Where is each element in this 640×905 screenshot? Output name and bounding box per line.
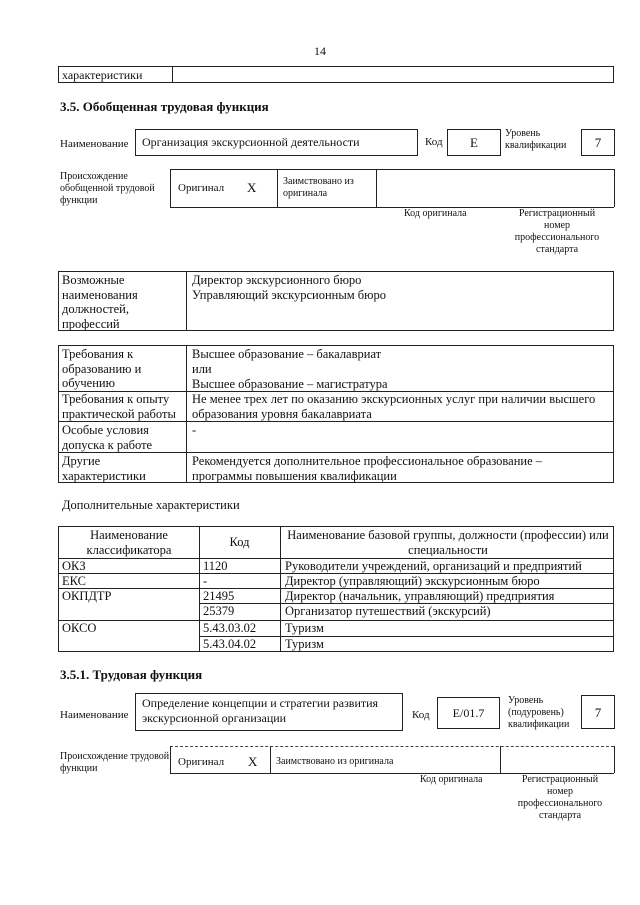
header-classifier: Наименование классификатора (86, 528, 172, 557)
origin-mid-line (270, 746, 271, 773)
borrowed-label: Заимствовано из оригинала (283, 176, 354, 199)
divider (186, 271, 187, 331)
row-line (58, 620, 614, 621)
requirement-line: Высшее образование – бакалавриат (192, 347, 382, 361)
requirement-label: Требования к опыту практической работы (62, 392, 176, 421)
origin-right-line (614, 746, 615, 773)
code-original-label: Код оригинала (420, 774, 483, 785)
origin-label: Происхождение обобщенной трудовой функции (60, 171, 155, 206)
requirement-line: - (192, 423, 197, 437)
original-mark: X (247, 180, 257, 195)
function-name: Организация экскурсионной деятельности (142, 135, 360, 149)
code-original-label: Код оригинала (404, 208, 467, 219)
requirement-line: образования уровня бакалавриата (192, 407, 372, 421)
requirement-label: Особые условия допуска к работе (62, 423, 153, 452)
code-label: Код (412, 709, 430, 721)
requirement-line: программы повышения квалификации (192, 469, 397, 483)
row-line (199, 636, 614, 637)
classifier-cell: ЕКС (62, 574, 86, 588)
name-label: Наименование (60, 709, 129, 721)
origin-top-line (170, 746, 614, 747)
origin-right-line (614, 169, 615, 207)
level-label: Уровень (подуровень) квалификации (508, 695, 570, 730)
function-name-line: Определение концепции и стратегии развития (142, 696, 379, 710)
requirement-line: или (192, 362, 212, 376)
level-value: 7 (594, 135, 602, 150)
additional-title: Дополнительные характеристики (62, 498, 240, 512)
name-cell: Руководители учреждений, организаций и предприятий (285, 559, 582, 573)
original-label: Оригинал (178, 756, 225, 768)
name-cell: Туризм (285, 621, 324, 635)
origin-left-line (170, 746, 171, 773)
positions-label: Возможные наименования должностей, профессий (62, 273, 138, 331)
code-value: E/01.7 (452, 706, 485, 720)
header-code: Код (229, 535, 250, 549)
name-cell: Директор (начальник, управляющий) предприятия (285, 589, 555, 603)
code-cell: - (203, 574, 208, 588)
origin-left-line (170, 169, 171, 207)
code-cell: 21495 (203, 589, 235, 603)
header-name: Наименование базовой группы, должности (профессии) или специальности (287, 528, 609, 557)
origin-mid-line (500, 746, 501, 773)
code-cell: 1120 (203, 559, 228, 573)
position-line: Директор экскурсионного бюро (192, 273, 362, 287)
divider (172, 66, 173, 83)
original-label: Оригинал (178, 182, 225, 194)
section-heading: 3.5. Обобщенная трудовая функция (60, 99, 269, 114)
name-cell: Организатор путешествий (экскурсий) (285, 604, 491, 618)
origin-mid-line (277, 169, 278, 207)
level-value: 7 (594, 705, 602, 720)
origin-top-line (170, 169, 614, 170)
top-fragment-label: характеристики (62, 68, 143, 82)
original-mark: X (248, 754, 258, 769)
function-name-line: экскурсионной организации (142, 711, 287, 725)
reg-number-label: Регистрационный номер профессионального стандарта (517, 774, 603, 821)
origin-mid-line (376, 169, 377, 207)
classifier-cell: ОКПДТР (62, 589, 112, 603)
origin-label: Происхождение трудовой функции (60, 751, 170, 774)
divider (280, 526, 281, 652)
code-cell: 5.43.04.02 (203, 637, 257, 651)
classifier-cell: ОКСО (62, 621, 97, 635)
requirement-label: Другие характеристики (62, 454, 146, 483)
reg-number-label: Регистрационный номер профессионального стандарта (514, 208, 600, 255)
row-line (58, 452, 614, 453)
code-cell: 25379 (203, 604, 235, 618)
code-label: Код (425, 136, 443, 148)
page-number: 14 (314, 44, 326, 58)
name-cell: Туризм (285, 637, 324, 651)
position-line: Управляющий экскурсионным бюро (192, 288, 387, 302)
requirement-label: Требования к образованию и обучению (62, 347, 142, 390)
name-label: Наименование (60, 138, 129, 150)
classifier-cell: ОКЗ (62, 559, 86, 573)
borrowed-label: Заимствовано из оригинала (276, 756, 394, 767)
name-cell: Директор (управляющий) экскурсионным бюро (285, 574, 540, 588)
divider (186, 345, 187, 483)
requirement-line: Не менее трех лет по оказанию экскурсионных услуг при наличии высшего (192, 392, 596, 406)
code-cell: 5.43.03.02 (203, 621, 257, 635)
code-value: E (470, 135, 478, 150)
requirement-line: Рекомендуется дополнительное профессиональное образование – (192, 454, 543, 468)
section-heading: 3.5.1. Трудовая функция (60, 667, 203, 682)
level-label: Уровень квалификации (505, 128, 567, 151)
requirement-line: Высшее образование – магистратура (192, 377, 388, 391)
